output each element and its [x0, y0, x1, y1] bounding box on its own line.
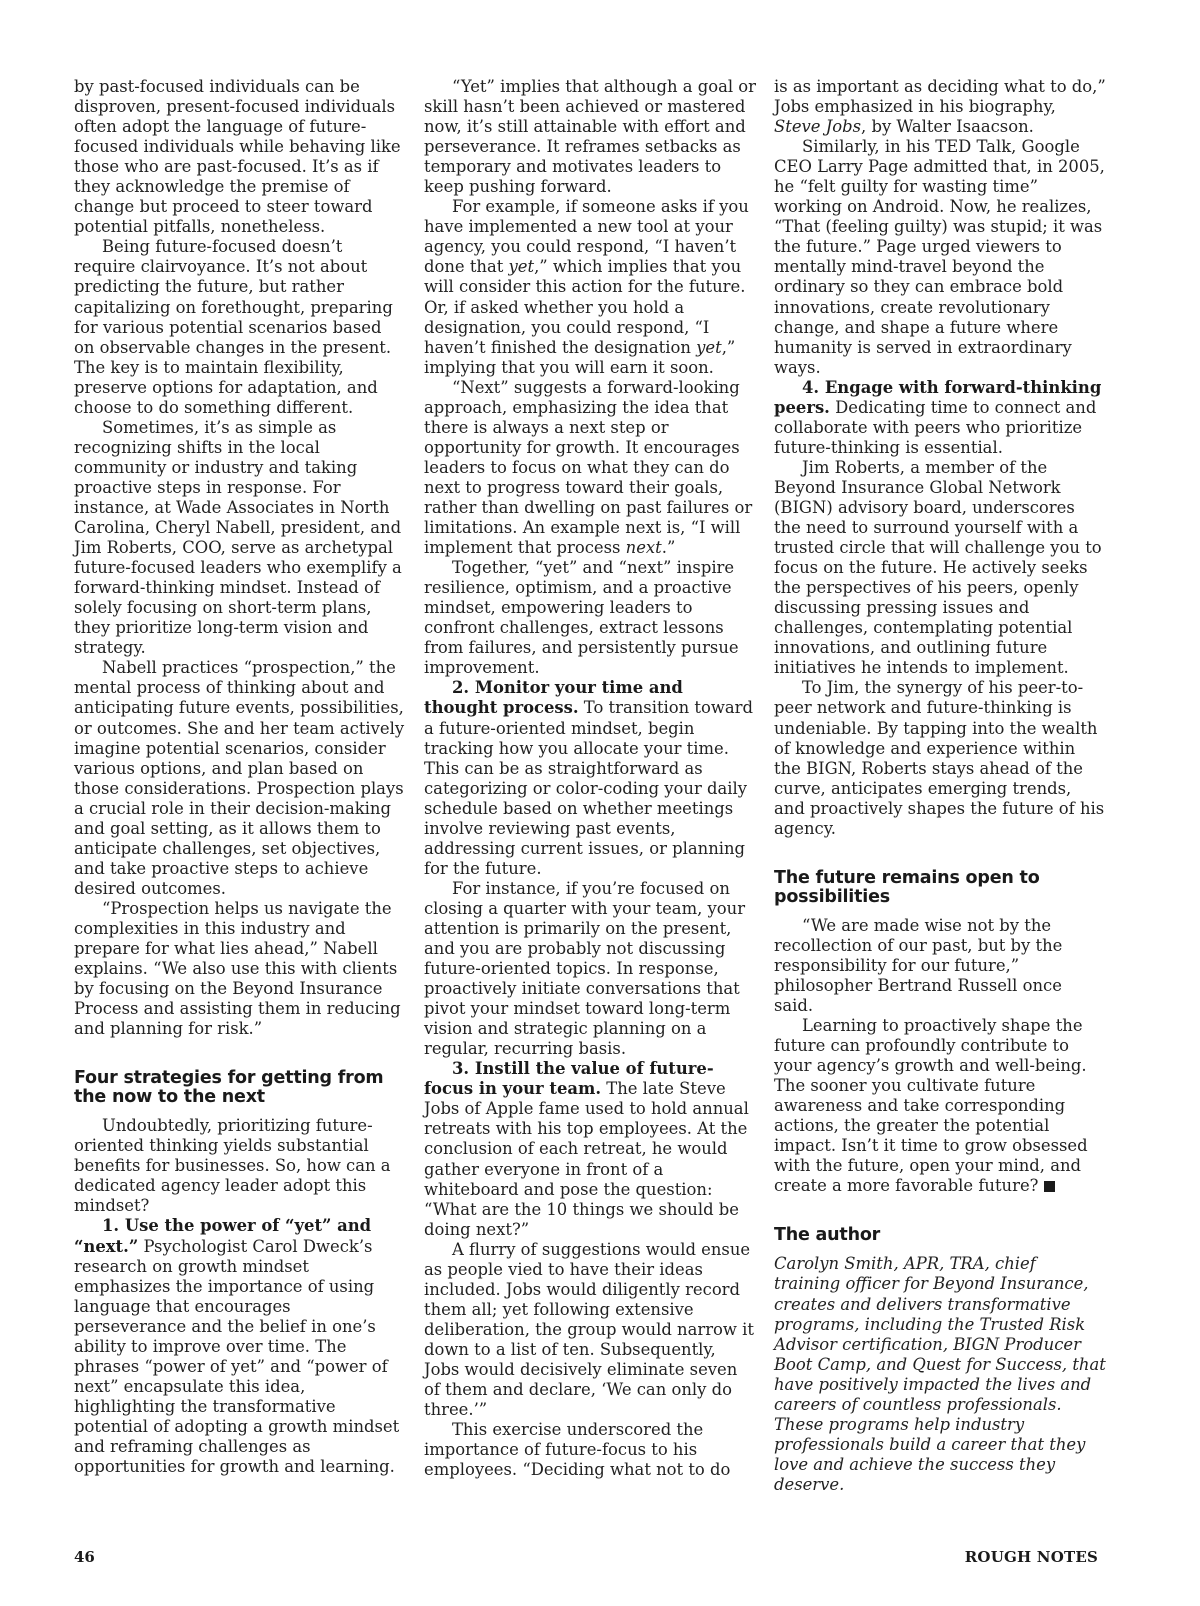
strategy-paragraph — [424, 1059, 756, 1239]
closing-paragraph — [774, 1016, 1106, 1196]
text-run: For example, if someone asks if you have implemented a new tool at your agency, you could respond, “I haven’t done that — [424, 197, 749, 277]
paragraph: “Yet” implies that although a goal or skill hasn’t been achieved or mastered now, it’s still attainable with effort and perseverance. It reframes setbacks as temporary and motivates leaders to keep pushing forward. — [424, 77, 757, 197]
article-column-1 — [74, 77, 406, 1477]
text-run: is as important as deciding what to do,” Jobs emphasized in his biography, — [774, 77, 1106, 117]
paragraph: To Jim, the synergy of his peer-to-peer network and future-thinking is undeniable. By tapping into the wealth of knowledge and experience within the BIGN, Roberts stays ahead of the curve, anticipates emerging trends, and proactively shapes the future of his agency. — [774, 678, 1105, 838]
article-column-3 — [774, 77, 1106, 1495]
paragraph: Undoubtedly, prioritizing future-oriented thinking yields substantial benefits for businesses. So, how can a dedicated agency leader adopt this mindset? — [74, 1116, 391, 1216]
paragraph — [424, 197, 756, 377]
strategy-paragraph — [424, 678, 756, 878]
book-title: Steve Jobs — [774, 117, 862, 137]
article-column-2 — [424, 77, 756, 1480]
paragraph — [774, 77, 1106, 137]
text-run: ,” which implies that you will consider this action for the future. Or, if asked whether you hold a designation, you could respond, “I haven’t finished the designation — [424, 257, 746, 357]
author-bio: Carolyn Smith, APR, TRA, chief training officer for Beyond Insurance, creates and delivers transformative programs, including the Trusted Risk Advisor certification, BIGN Producer Boot Camp, and Quest for Success, that have positively impacted the lives and careers of countless professionals. These programs help industry professionals build a career that they love and achieve the success they deserve. — [774, 1254, 1106, 1494]
emphasis: next — [625, 538, 662, 558]
strategy-lead: 1. Use the power of “yet” and “next.” — [74, 1216, 372, 1256]
paragraph: Nabell practices “prospection,” the mental process of thinking about and anticipating future events, possibilities, or outcomes. She and her team actively imagine potential scenarios, consider various options, and plan based on those considerations. Prospection plays a crucial role in their decision-making and goal setting, as it allows them to anticipate challenges, set objectives, and take proactive steps to achieve desired outcomes. — [74, 658, 405, 898]
text-run: .” — [661, 538, 676, 558]
strategy-text: Dedicating time to connect and collaborate with peers who prioritize future-thinking is essential. — [774, 397, 1097, 457]
strategy-lead: 2. Monitor your time and thought process. — [424, 678, 683, 718]
text-run: ,” implying that you will earn it soon. — [424, 337, 736, 377]
text-run: , by Walter Isaacson. — [861, 117, 1034, 137]
paragraph: Being future-focused doesn’t require clairvoyance. It’s not about predicting the future, but rather capitalizing on forethought, preparing for various potential scenarios based on observable changes in the present. The key is to maintain flexibility, preserve options for adaptation, and choose to do something different. — [74, 237, 393, 417]
strategy-text: Psychologist Carol Dweck’s research on growth mindset emphasizes the importance of using language that encourages perseverance and the belief in one’s ability to improve over time. The phrases “power of yet” and “power of next” encapsulate this idea, highlighting the transformative potential of adopting a growth mindset and reframing challenges as opportunities for growth and learning. — [74, 1236, 400, 1477]
paragraph: “We are made wise not by the recollection of our past, but by the responsibility for our future,” philosopher Bertrand Russell once said. — [774, 915, 1063, 1015]
strategy-lead: 4. Engage with forward-thinking peers. — [774, 377, 1102, 417]
page-number: 46 — [74, 1548, 95, 1566]
text-run: “Next” suggests a forward-looking approach, emphasizing the idea that there is always a next step or opportunity for growth. It encourages leaders to focus on what they can do next to progress toward their goals, rather than dwelling on past failures or limitations. An example next is, “I will implement that process — [424, 377, 753, 558]
paragraph — [424, 378, 756, 558]
paragraph: This exercise underscored the importance of future-focus to his employees. “Deciding what not to do — [424, 1420, 731, 1480]
strategy-text: To transition toward a future-oriented mindset, begin tracking how you allocate your time. This can be as straightforward as categorizing or color-coding your daily schedule based on whether meetings involve reviewing past events, addressing current issues, or planning for the future. — [424, 698, 753, 878]
paragraph: For instance, if you’re focused on closing a quarter with your team, your attention is primarily on the present, and you are probably not discussing future-oriented topics. In response, proactively initiate conversations that pivot your mindset toward long-term vision and strategic planning on a regular, recurring basis. — [424, 878, 746, 1059]
paragraph: Jim Roberts, a member of the Beyond Insurance Global Network (BIGN) advisory board, underscores the need to surround yourself with a trusted circle that will challenge you to focus on the future. He actively seeks the perspectives of his peers, openly discussing pressing issues and challenges, contemplating potential innovations, and outlining future initiatives he intends to implement. — [774, 457, 1102, 678]
emphasis: yet — [696, 337, 722, 357]
paragraph: Together, “yet” and “next” inspire resilience, optimism, and a proactive mindset, empowering leaders to confront challenges, extract lessons from failures, and persistently pursue improvement. — [424, 558, 739, 678]
strategy-paragraph — [774, 378, 1106, 458]
strategy-paragraph — [74, 1216, 406, 1477]
end-mark-icon — [1044, 1181, 1055, 1192]
author-heading: The author — [774, 1225, 881, 1246]
section-heading: The future remains open to possibilities — [774, 867, 1040, 907]
publication-name: ROUGH NOTES — [964, 1548, 1098, 1566]
text-run: Learning to proactively shape the future can profoundly contribute to your agency’s growth and well-being. The sooner you cultivate future awareness and take corresponding actions, the greater the potential impact. Isn’t it time to grow obsessed with the future, open your mind, and create a more favorable future? — [774, 1016, 1088, 1196]
paragraph: Similarly, in his TED Talk, Google CEO Larry Page admitted that, in 2005, he “felt guilty for wasting time” working on Android. Now, he realizes, “That (feeling guilty) was stupid; it was the future.” Page urged viewers to mentally mind-travel beyond the ordinary so they can embrace bold innovations, create revolutionary change, and shape a future where humanity is served in extraordinary ways. — [774, 137, 1105, 377]
paragraph: “Prospection helps us navigate the complexities in this industry and prepare for what lies ahead,” Nabell explains. “We also use this with clients by focusing on the Beyond Insurance Process and assisting them in reducing and planning for risk.” — [74, 898, 401, 1039]
emphasis: yet — [508, 257, 535, 277]
paragraph: A flurry of suggestions would ensue as people vied to have their ideas included. Jobs would diligently record them all; yet following extensive deliberation, the group would narrow it down to a list of ten. Subsequently, Jobs would decisively eliminate seven of them and declare, ‘We can only do three.’” — [424, 1239, 754, 1420]
strategy-lead: 3. Instill the value of future-focus in your team. — [424, 1059, 714, 1099]
paragraph: Sometimes, it’s as simple as recognizing shifts in the local community or industry and taking proactive steps in response. For instance, at Wade Associates in North Carolina, Cheryl Nabell, president, and Jim Roberts, COO, serve as archetypal future-focused leaders who exemplify a forward-thinking mindset. Instead of solely focusing on short-term plans, they prioritize long-term vision and strategy. — [74, 417, 402, 658]
section-heading: Four strategies for getting from the now to the next — [74, 1068, 384, 1108]
strategy-text: The late Steve Jobs of Apple fame used to hold annual retreats with his top employees. At the conclusion of each retreat, he would gather everyone in front of a whiteboard and pose the question: “What are the 10 things we should be doing next?” — [424, 1079, 749, 1239]
paragraph: by past-focused individuals can be disproven, present-focused individuals often adopt the language of future-focused individuals while behaving like those who are past-focused. It’s as if they acknowledge the premise of change but proceed to steer toward potential pitfalls, nonetheless. — [74, 77, 401, 237]
